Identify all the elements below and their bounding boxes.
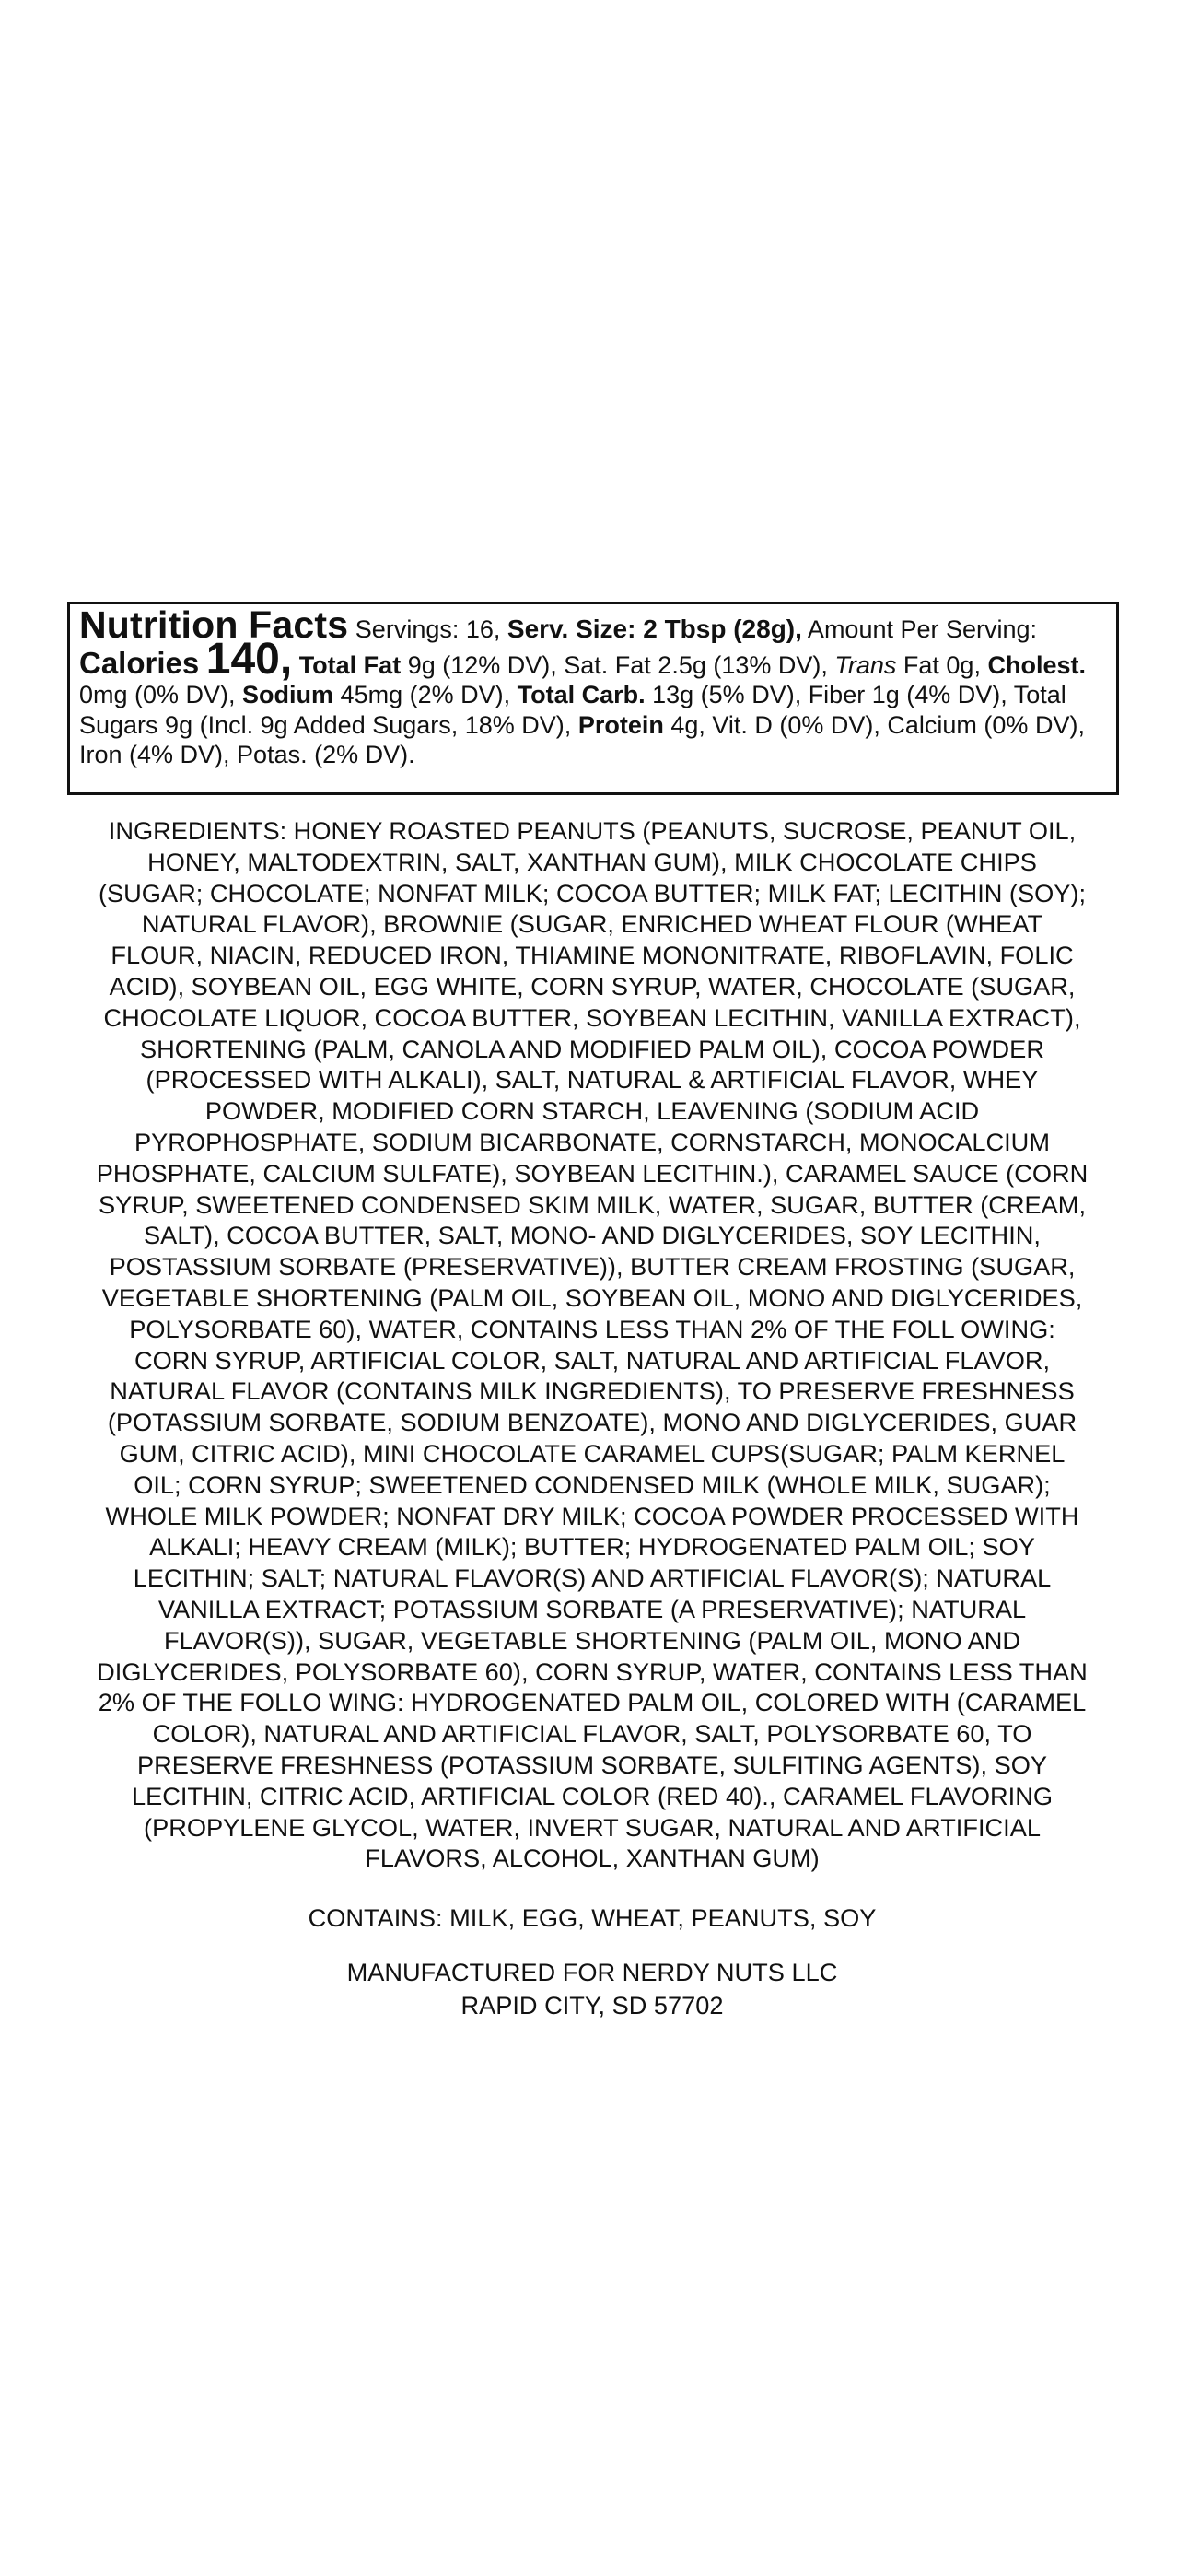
manufacturer-name: MANUFACTURED FOR NERDY NUTS LLC: [346, 1958, 838, 1986]
total-carb-value: 13g (5% DV), Fiber 1g (4% DV), Total Sugars 9g (Incl. 9g Added Sugars, 18% DV),: [79, 681, 1066, 739]
nutrition-facts-title: Nutrition Facts: [79, 603, 349, 646]
ingredients-text: INGREDIENTS: HONEY ROASTED PEANUTS (PEANUTS, SUCROSE, PEANUT OIL, HONEY, MALTODEXTRIN, SALT, XANTHAN GUM), MILK CHOCOLATE CHIPS (SUGAR; CHOCOLATE; NONFAT MILK; COCOA BUTTER; MILK FAT; LECITHIN (SOY); NATURAL FLAVOR), BROWNIE (SUGAR, ENRICHED WHEAT FLOUR (WHEAT FLOUR, NIACIN, REDUCED IRON, THIAMINE MONONITRATE, RIBOFLAVIN, FOLIC ACID), SOYBEAN OIL, EGG WHITE, CORN SYRUP, WATER, CHOCOLATE (SUGAR, CHOCOLATE LIQUOR, COCOA BUTTER, SOYBEAN LECITHIN, VANILLA EXTRACT), SHORTENING (PALM, CANOLA AND MODIFIED PALM OIL), COCOA POWDER (PROCESSED WITH ALKALI), SALT, NATURAL & ARTIFICIAL FLAVOR, WHEY POWDER, MODIFIED CORN STARCH, LEAVENING (SODIUM ACID PYROPHOSPHATE, SODIUM BICARBONATE, CORNSTARCH, MONOCALCIUM PHOSPHATE, CALCIUM SULFATE), SOYBEAN LECITHIN.), CARAMEL SAUCE (CORN SYRUP, SWEETENED CONDENSED SKIM MILK, WATER, SUGAR, BUTTER (CREAM, SALT), COCOA BUTTER, SALT, MONO- AND DIGLYCERIDES, SOY LECITHIN, POSTASSIUM SORBATE (PRESERVATIVE)), BUTTER CREAM FROSTING (SUGAR, VEGETABLE SHORTENING (PALM OIL, SOYBEAN OIL, MONO AND DIGLYCERIDES, POLYSORBATE 60), WATER, CONTAINS LESS THAN 2% OF THE FOLL OWING: CORN SYRUP, ARTIFICIAL COLOR, SALT, NATURAL AND ARTIFICIAL FLAVOR, NATURAL FLAVOR (CONTAINS MILK INGREDIENTS), TO PRESERVE FRESHNESS (POTASSIUM SORBATE, SODIUM BENZOATE), MONO AND DIGLYCERIDES, GUAR GUM, CITRIC ACID), MINI CHOCOLATE CARAMEL CUPS(SUGAR; PALM KERNEL OIL; CORN SYRUP; SWEETENED CONDENSED MILK (WHOLE MILK, SUGAR); WHOLE MILK POWDER; NONFAT DRY MILK; COCOA POWDER PROCESSED WITH ALKALI; HEAVY CREAM (MILK); BUTTER; HYDROGENATED PALM OIL; SOY LECITHIN; SALT; NATURAL FLAVOR(S) AND ARTIFICIAL FLAVOR(S); NATURAL VANILLA EXTRACT; POTASSIUM SORBATE (A PRESERVATIVE); NATURAL FLAVOR(S)), SUGAR, VEGETABLE SHORTENING (PALM OIL, MONO AND DIGLYCERIDES, POLYSORBATE 60), CORN SYRUP, WATER, CONTAINS LESS THAN 2% OF THE FOLLO WING: HYDROGENATED PALM OIL, COLORED WITH (CARAMEL COLOR), NATURAL AND ARTIFICIAL FLAVOR, SALT, POLYSORBATE 60, TO PRESERVE FRESHNESS (POTASSIUM SORBATE, SULFITING AGENTS), SOY LECITHIN, CITRIC ACID, ARTIFICIAL COLOR (RED 40)., CARAMEL FLAVORING (PROPYLENE GLYCOL, WATER, INVERT SUGAR, NATURAL AND ARTIFICIAL FLAVORS, ALCOHOL, XANTHAN GUM): [96, 816, 1089, 1873]
trans-fat-label: Trans: [834, 650, 897, 679]
trans-fat-value: Fat 0g,: [896, 650, 988, 679]
cholesterol-value: 0mg (0% DV),: [79, 681, 243, 709]
protein-value: 4g, Vit. D (0% DV), Calcium (0% DV), Iron (4% DV), Potas. (2% DV).: [79, 710, 1085, 769]
manufacturer-info: [63, 1956, 1122, 2022]
serving-size: Serv. Size: 2 Tbsp (28g),: [507, 615, 802, 643]
sodium-value: 45mg (2% DV),: [333, 681, 518, 709]
sodium-label: Sodium: [242, 681, 334, 709]
manufacturer-address: RAPID CITY, SD 57702: [460, 1991, 724, 2020]
total-fat-label: Total Fat: [298, 650, 402, 679]
amount-per-serving: Amount Per Serving:: [801, 615, 1038, 643]
protein-label: Protein: [577, 710, 664, 739]
cholesterol-label: Cholest.: [987, 650, 1086, 679]
calories-value: 140,: [205, 634, 293, 684]
allergen-statement: CONTAINS: MILK, EGG, WHEAT, PEANUTS, SOY: [308, 1903, 877, 1932]
total-fat-value: 9g (12% DV), Sat. Fat 2.5g (13% DV),: [401, 650, 835, 679]
nutrition-facts-panel: [67, 602, 1119, 795]
total-carb-label: Total Carb.: [517, 681, 646, 709]
calories-label: Calories: [79, 645, 200, 680]
servings-text: Servings: 16,: [348, 615, 507, 643]
